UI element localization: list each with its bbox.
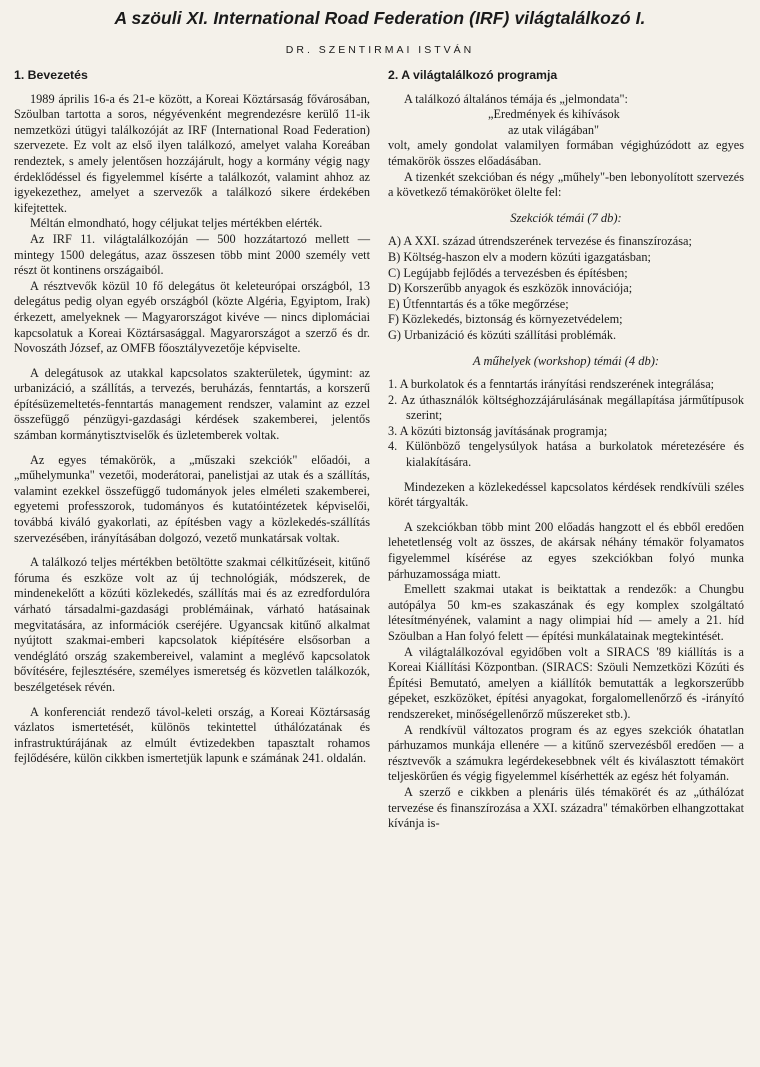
- paragraph: Mindezeken a közlekedéssel kapcsolatos kérdések rendkívüli széles körét tárgyalták.: [388, 479, 744, 510]
- paragraph: Emellett szakmai utakat is beiktattak a rendezők: a Chungbu autópálya 50 km-es szakaszának és egy komplex szolgáltató létesítményének, valamint a nagy olimpiai híd — amely a 21. híd Szöulban a Han folyó felett — építési munkálatainak megtekintését.: [388, 582, 744, 643]
- left-column: [14, 68, 370, 832]
- workshops-list: [388, 377, 744, 471]
- list-item: 1. A burkolatok és a fenntartás irányítási rendszerének integrálása;: [388, 377, 715, 392]
- list-item: 4. Különböző tengelysúlyok hatása a burkolatok méretezésére és kialakítására.: [388, 439, 744, 470]
- paragraph: A szerző e cikkben a plenáris ülés témakörét és az „úthálózat tervezése és finanszírozása a XXI. századra" témakörben elhangzottakat kívánja is-: [388, 784, 744, 831]
- paragraph: A tizenkét szekcióban és négy „műhely"-ben lebonyolított szervezés a következő témaköröket ölelte fel:: [388, 169, 744, 200]
- workshops-subheading: A műhelyek (workshop) témái (4 db):: [472, 353, 660, 368]
- paragraph: Az egyes témakörök, a „műszaki szekciók" előadói, a „műhelymunka" vezetői, moderátorai, panelistjai az utak és a szállítás, valamint ezekkel összefüggő tudományok jeles elméleti szakemberei, egyetemi professzorok, tudományos és kutatóintézetek képviselői, továbbá kiváló gyakorlati, az építésben vagy a közlekedés-szállítás szervezésében, irányításában dolgozó, vezető munkatársak voltak.: [14, 452, 370, 545]
- list-item: C) Legújabb fejlődés a tervezésben és építésben;: [388, 265, 628, 280]
- paragraph: A konferenciát rendező távol-keleti ország, a Koreai Köztársaság vázlatos ismertetését, különös tekintettel úthálózatának és infrastruktúrájának az elmúlt évtizedekben tapasztalt rohamos fejlődésére, külön cikkben ismertetjük lapunk e számának 241. oldalán.: [14, 704, 370, 766]
- paragraph: A résztvevők közül 10 fő delegátus öt keleteurópai országból, 13 delegátus pedig olyan egyéb országból (közte Algéria, Egyiptom, Irak) érkezett, amelyeknek — Magyarországot kivéve — nincs diplomáciai kapcsolatuk a Koreai Köztársasággal. Magyarországot a szerző és dr. Novoszáth József, az OMFB főosztályvezetője képviselte.: [14, 278, 370, 356]
- list-item: E) Útfenntartás és a tőke megőrzése;: [388, 296, 569, 311]
- paragraph: volt, amely gondolat valamilyen formában végighúzódott az egyes témakörök összes előadásában.: [388, 138, 744, 168]
- paragraph: A delegátusok az utakkal kapcsolatos szakterületek, úgymint: az urbanizáció, a szállítás, a tervezés, beruházás, fenntartás, a korszerű építésüzemeltetés-fenntartás management rendszer, valamint az ezzel összefüggő pénzügyi-gazdasági kérdések szakemberei, jelentős számban kormánytisztviselők és üzletemberek voltak.: [14, 365, 370, 443]
- list-item: D) Korszerűbb anyagok és eszközök innovációja;: [388, 281, 633, 296]
- sections-list: [388, 234, 744, 343]
- right-column: [388, 68, 744, 832]
- article-columns: [14, 68, 746, 832]
- sections-subheading: Szekciók témái (7 db):: [510, 210, 622, 225]
- paragraph: A rendkívül változatos program és az egyes szekciók óhatatlan párhuzamos munkája ellenére — a kitűnő szervezésből eredően — a résztvevők a számukra legérdekesebbnek vélt és kiválasztott témakört teljeskörűen és végig figyelemmel kísérhették az egész hét folyamán.: [388, 722, 744, 784]
- motto-line: az utak világában": [508, 122, 600, 137]
- motto-line: „Eredmények és kihívások: [488, 107, 620, 122]
- paragraph: Az IRF 11. világtalálkozóján — 500 hozzátartozó mellett — mintegy 1500 delegátus, azaz összesen több mint 2000 személy vett részt öt kontinens országaiból.: [14, 231, 370, 278]
- list-item: G) Urbanizáció és közúti szállítási problémák.: [388, 327, 617, 342]
- paragraph: 1989 április 16-a és 21-e között, a Koreai Köztársaság fővárosában, Szöulban tartotta a soros, négyévenként megrendezésre kerülő 11-ik nemzetközi útügyi találkozóját az IRF (International Road Federation) szervezete. Ez volt az első ilyen találkozó, amelyet valaha Koreában rendeztek, s amely jelentősen hozzájárult, hogy a kormány végig nagy érdeklődéssel és figyelemmel kísérte a találkozót, valamint ahhoz az igyekezethez, amelyet a szervezők a találkozó sikere érdekében kifejtettek.: [14, 91, 370, 215]
- section-heading-introduction: 1. Bevezetés: [14, 68, 88, 82]
- paragraph: Méltán elmondható, hogy céljukat teljes mértékben elérték.: [30, 216, 323, 231]
- list-item: F) Közlekedés, biztonság és környezetvédelem;: [388, 312, 623, 327]
- paragraph: A szekciókban több mint 200 előadás hangzott el és ebből eredően lehetetlenség volt az összes, de akársak néhány témakör folyamatos figyelemmel kísérése az egyes szekciókban folyó munka párhuzamossága miatt.: [388, 519, 744, 581]
- paragraph: A találkozó teljes mértékben betöltötte szakmai célkitűzéseit, kitűnő fóruma és eszköze volt az új technológiák, módszerek, de mindenekelőtt a közúti közlekedés, szállítás mai és az ezredfordulóra várható társadalmi-gazdasági problémáinak, várható hatásainak megvitatására, az információk cseréjére. Ugyancsak kitűnő alkalmat nyújtott szakmai-emberi kapcsolatok kiépítésére elsősorban a vendéglátó ország szakembereivel, valamint a meglévő kapcsolatok bővítésére, fejlesztésére, személyes ismeretség és közvetlen találkozók, beszélgetések révén.: [14, 555, 370, 694]
- program-intro: A találkozó általános témája és „jelmondata":: [404, 91, 628, 106]
- list-item: 3. A közúti biztonság javításának programja;: [388, 423, 608, 438]
- article-title: A szöuli XI. International Road Federation (IRF) világtalálkozó I.: [114, 8, 646, 28]
- list-item: A) A XXI. század útrendszerének tervezése és finanszírozása;: [388, 234, 692, 249]
- article-author: DR. SZENTIRMAI ISTVÁN: [285, 44, 475, 56]
- list-item: B) Költség-haszon elv a modern közúti igazgatásban;: [388, 249, 651, 264]
- section-heading-program: 2. A világtalálkozó programja: [388, 68, 558, 82]
- list-item: 2. Az úthasználók költséghozzájárulásának megállapítása járműtípusok szerint;: [388, 392, 744, 423]
- paragraph: A világtalálkozóval egyidőben volt a SIRACS '89 kiállítás is a Koreai Kiállítási Központban. (SIRACS: Szöuli Nemzetközi Közúti és Építési Bemutató, amelyen a kiállítók bemutatták a legkorszerűbb gépeket, eszközöket, építési anyagokat, forgalomellenőrző és -irányító rendszereket, minőségellenőrző műszereket stb.).: [388, 644, 744, 721]
